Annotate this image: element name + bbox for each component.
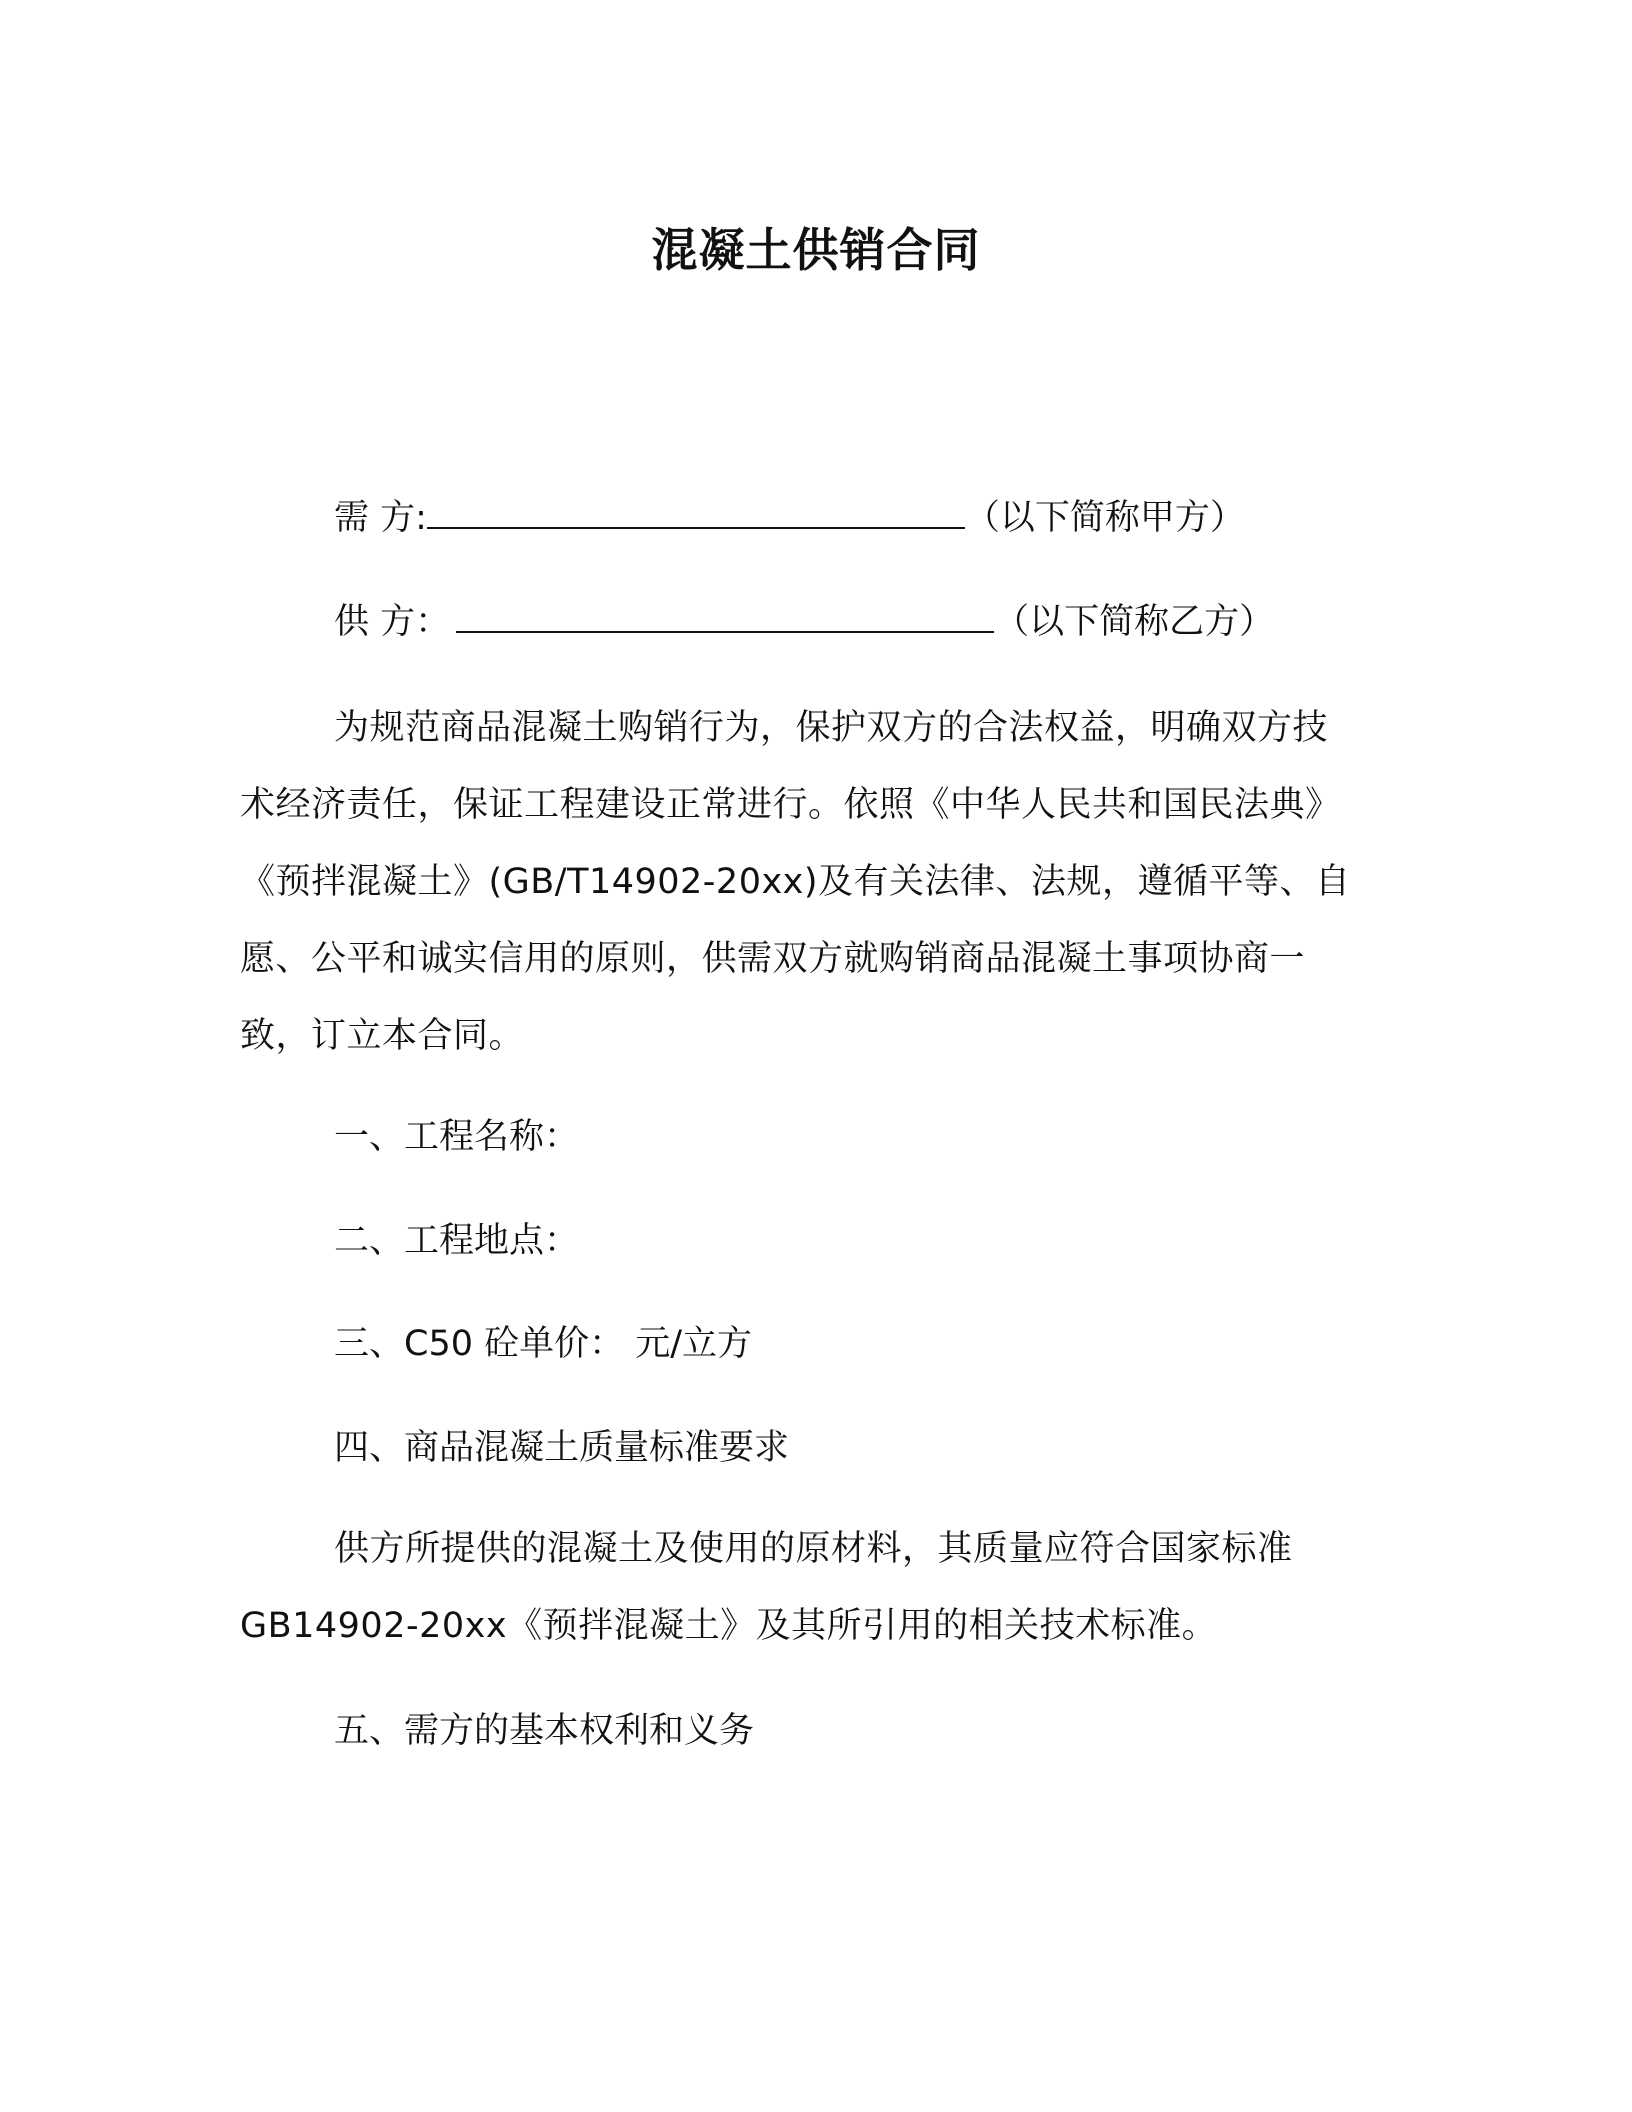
preamble-line: 《预拌混凝土》(GB/T14902-20xx)及有关法律、法规，遵循平等、自 — [240, 862, 1351, 902]
quality-paragraph — [240, 1511, 1376, 1665]
quality-line: GB14902-20xx《预拌混凝土》及其所引用的相关技术标准。 — [240, 1606, 1218, 1646]
supply-party-label: 供 方： — [334, 602, 451, 642]
preamble-paragraph — [240, 690, 1376, 1075]
supply-party-suffix: （以下简称乙方） — [994, 602, 1275, 642]
section-project-location: 二、工程地点： — [334, 1221, 580, 1261]
preamble-line: 愿、公平和诚实信用的原则，供需双方就购销商品混凝土事项协商一 — [240, 939, 1306, 979]
section-project-name: 一、工程名称： — [334, 1117, 580, 1157]
demand-party-line — [334, 494, 1245, 542]
quality-line: 供方所提供的混凝土及使用的原材料，其质量应符合国家标准 — [334, 1529, 1293, 1569]
supply-party-blank — [456, 601, 994, 633]
supply-party-line — [334, 598, 1274, 646]
demand-party-blank — [427, 497, 965, 529]
preamble-line: 术经济责任，保证工程建设正常进行。依照《中华人民共和国民法典》 — [240, 785, 1341, 825]
document-title: 混凝土供销合同 — [651, 223, 981, 277]
demand-party-label: 需 方: — [334, 498, 427, 538]
demand-party-suffix: （以下简称甲方） — [964, 498, 1245, 538]
section-quality-heading: 四、商品混凝土质量标准要求 — [334, 1428, 790, 1468]
section-unit-price: 三、C50 砼单价： 元/立方 — [334, 1324, 753, 1364]
preamble-line: 致，订立本合同。 — [240, 1016, 525, 1056]
section-demand-rights-heading: 五、需方的基本权利和义务 — [334, 1711, 755, 1751]
preamble-line: 为规范商品混凝土购销行为，保护双方的合法权益，明确双方技 — [334, 708, 1329, 748]
